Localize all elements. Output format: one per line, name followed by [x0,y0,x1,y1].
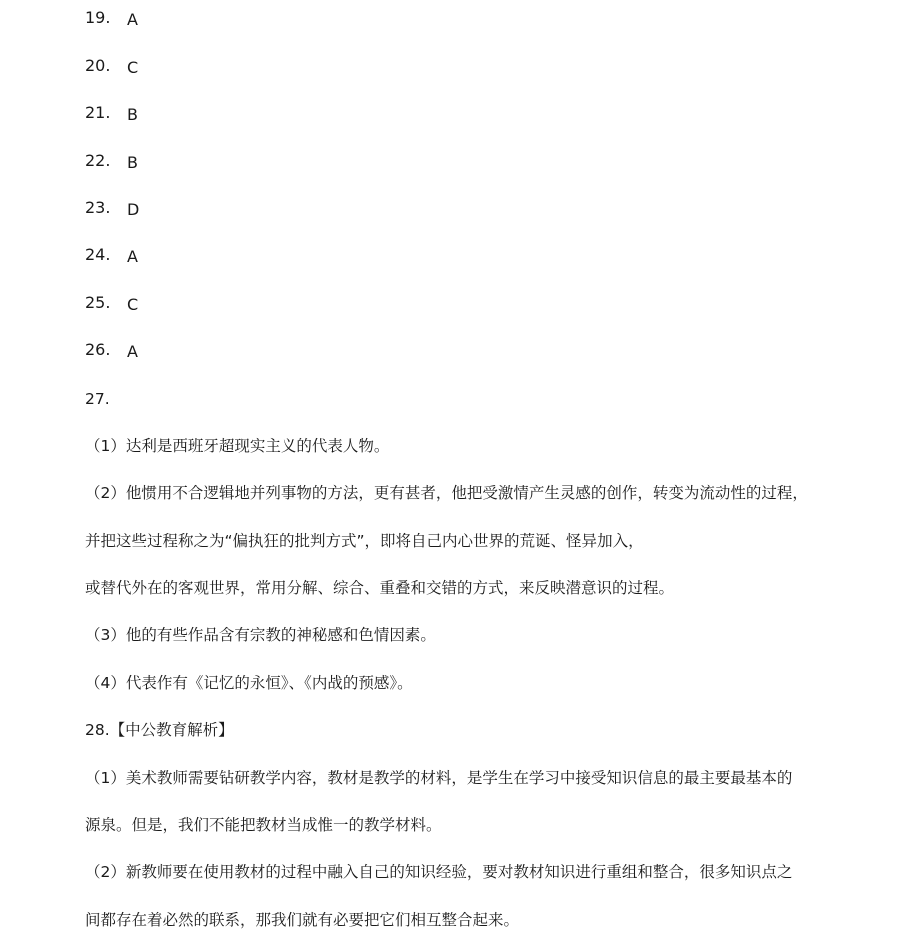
q27-point-2-line-1: （2）他惯用不合逻辑地并列事物的方法，更有甚者，他把受激情产生灵感的创作，转变为流动性的过程， [85,484,808,502]
answer-letter: A [127,10,138,29]
answer-letter: A [127,342,138,361]
question-number: 22. [85,151,111,170]
answer-letter: C [127,295,139,314]
question-number: 26. [85,340,111,359]
q28-point-1-line-2: 源泉。但是，我们不能把教材当成惟一的教学材料。 [85,816,442,834]
question-number: 23. [85,198,111,217]
q28-point-1-line-1: （1）美术教师需要钻研教学内容，教材是教学的材料，是学生在学习中接受知识信息的最主要最基本的 [85,769,793,787]
q28-point-2-line-1: （2）新教师要在使用教材的过程中融入自己的知识经验，要对教材知识进行重组和整合，很多知识点之 [85,863,793,881]
answer-letter: D [127,200,140,219]
q27-point-4: （4）代表作有《记忆的永恒》、《内战的预感》。 [85,674,413,692]
q27-point-2-line-3: 或替代外在的客观世界，常用分解、综合、重叠和交错的方式，来反映潜意识的过程。 [85,579,675,597]
q27-point-3: （3）他的有些作品含有宗教的神秘感和色情因素。 [85,626,436,644]
question-28-label: 28.【中公教育解析】 [85,721,234,739]
question-number: 20. [85,56,111,75]
question-27-label: 27. [85,390,110,408]
answer-letter: B [127,105,138,124]
question-number: 25. [85,293,111,312]
answer-letter: B [127,153,138,172]
q28-point-2-line-2: 间都存在着必然的联系，那我们就有必要把它们相互整合起来。 [85,911,520,929]
question-number: 21. [85,103,111,122]
q27-point-2-line-2: 并把这些过程称之为“偏执狂的批判方式”，即将自己内心世界的荒诞、怪异加入， [85,532,644,550]
question-number: 24. [85,245,111,264]
answer-letter: A [127,247,138,266]
question-number: 19. [85,8,111,27]
q27-point-1: （1）达利是西班牙超现实主义的代表人物。 [85,437,390,455]
answer-letter: C [127,58,139,77]
